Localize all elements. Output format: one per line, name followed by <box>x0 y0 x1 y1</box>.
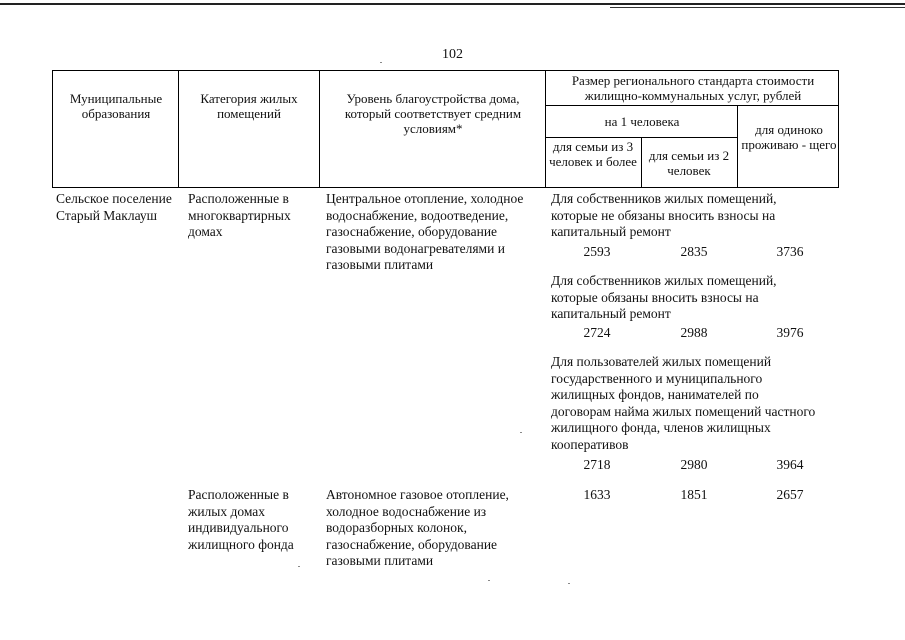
municipality-name: Сельское поселение Старый Маклауш <box>56 191 172 223</box>
scan-speck <box>298 566 300 567</box>
row1-group3-family2: 2980 <box>680 457 708 472</box>
row2-level: Автономное газовое отопление, холодное водоснабжение из водоразборных колонок, газоснабжение, оборудование газовыми плитами <box>326 487 509 568</box>
header-category: Категория жилых помещений <box>200 91 298 121</box>
header-size: Размер регионального стандарта стоимости жилищно-коммунальных услуг, рублей <box>571 73 815 103</box>
scan-speck <box>380 62 382 63</box>
header-level: Уровень благоустройства дома, который соответствует средним условиям* <box>344 91 522 136</box>
header-divider <box>641 137 642 188</box>
header-divider <box>545 105 839 106</box>
row1-group2-family2: 2988 <box>680 325 708 340</box>
scan-speck <box>568 583 570 584</box>
header-divider <box>737 105 738 188</box>
top-rule-short <box>610 7 905 8</box>
row1-level: Центральное отопление, холодное водоснабжение, водоотведение, газоснабжение, оборудование газовыми водонагревателями и газовыми плитами <box>326 191 524 272</box>
header-divider <box>545 71 546 188</box>
row2-family3: 1633 <box>583 487 611 502</box>
header-municipality: Муниципальные образования <box>69 91 163 121</box>
top-rule <box>0 3 905 5</box>
header-family2: для семьи из 2 человек <box>648 148 730 178</box>
row1-group2-family3: 2724 <box>583 325 611 340</box>
page-number: 102 <box>442 47 463 62</box>
row1-group3-single: 3964 <box>776 457 804 472</box>
row1-group3-label: Для пользователей жилых помещений государственного и муниципального жилищных фондов, нанимателей по договорам найма жилых помещений частного жилищного фонда, членов жилищных кооперативов <box>551 354 816 452</box>
row1-group1-family2: 2835 <box>680 244 708 259</box>
row2-category: Расположенные в жилых домах индивидуального жилищного фонда <box>188 487 294 552</box>
row2-single: 2657 <box>776 487 804 502</box>
header-family3: для семьи из 3 человек и более <box>549 139 637 169</box>
row1-group1-single: 3736 <box>776 244 804 259</box>
row1-group1-label: Для собственников жилых помещений, которые не обязаны вносить взносы на капитальный ремонт <box>551 191 777 239</box>
row1-category: Расположенные в многоквартирных домах <box>188 191 291 239</box>
header-single: для одиноко проживаю - щего <box>741 122 837 152</box>
table-header <box>52 70 839 188</box>
header-divider <box>319 71 320 188</box>
scan-speck <box>520 432 522 433</box>
row1-group2-label: Для собственников жилых помещений, которые обязаны вносить взносы на капитальный ремонт <box>551 273 777 321</box>
row1-group2-single: 3976 <box>776 325 804 340</box>
row1-group1-family3: 2593 <box>583 244 611 259</box>
row1-group3-family3: 2718 <box>583 457 611 472</box>
scan-speck <box>488 580 490 581</box>
header-per-person: на 1 человека <box>604 114 680 129</box>
row2-family2: 1851 <box>680 487 708 502</box>
header-divider <box>178 71 179 188</box>
